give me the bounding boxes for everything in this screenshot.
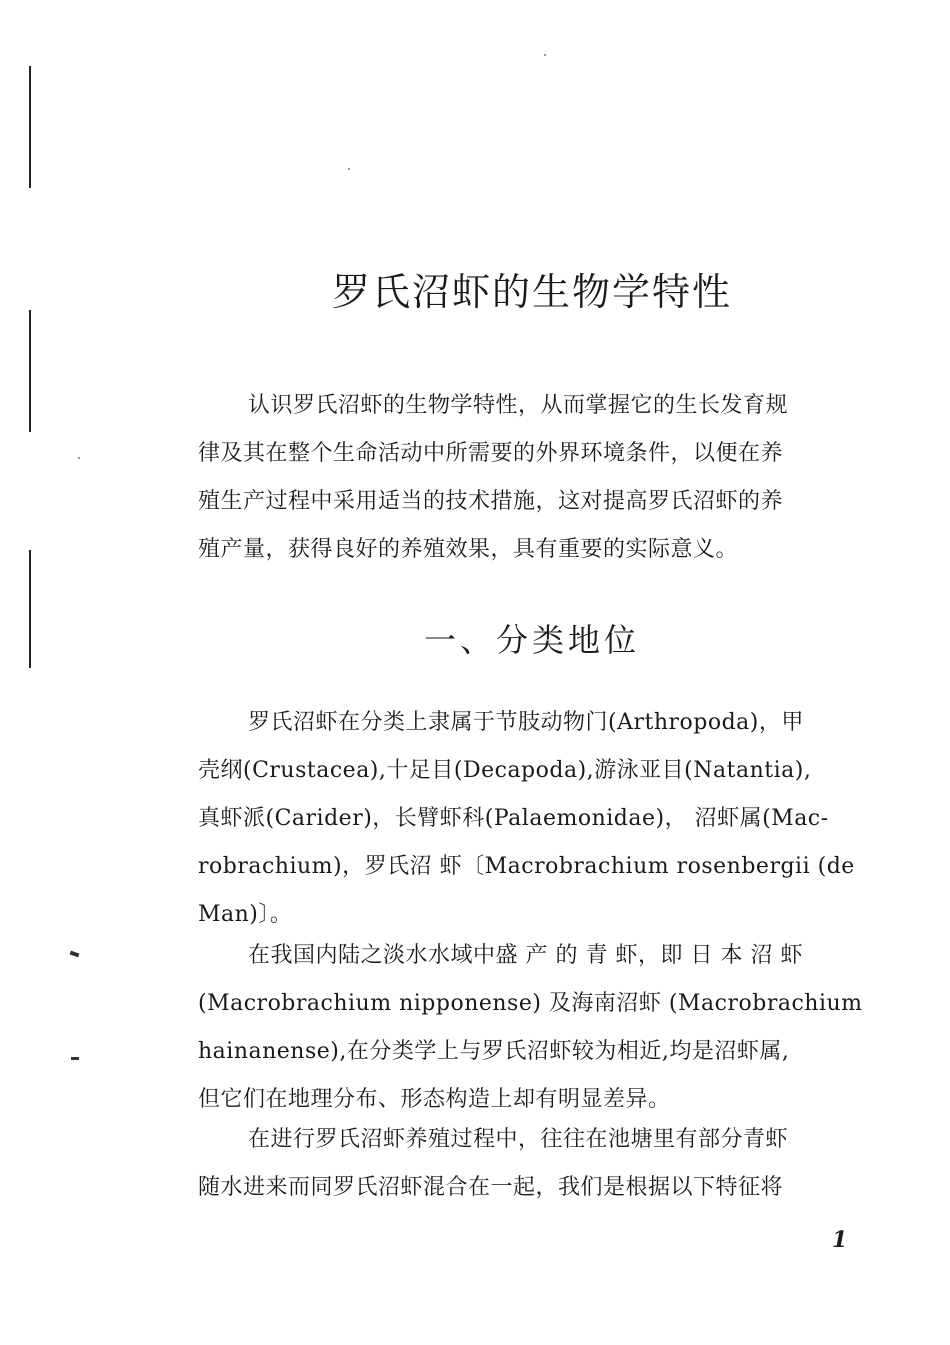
mixing-paragraph xyxy=(198,1116,873,1212)
paragraph-line: (Macrobrachium nipponense) 及海南沼虾 (Macrobrachium xyxy=(198,991,863,1016)
scan-margin-line xyxy=(29,310,31,432)
paragraph-line: robrachium)，罗氏沼 虾〔Macrobrachium rosenbergii (de xyxy=(198,854,855,879)
paragraph-line: 在我国内陆之淡水水域中盛 产 的 青 虾，即 日 本 沼 虾 xyxy=(248,943,803,968)
page-number: 1 xyxy=(832,1227,848,1253)
paragraph-line: 认识罗氏沼虾的生物学特性，从而掌握它的生长发育规 xyxy=(248,393,789,418)
scan-dot xyxy=(348,168,350,170)
scan-dot xyxy=(78,457,80,459)
paragraph-line: 殖产量，获得良好的养殖效果，具有重要的实际意义。 xyxy=(198,537,739,562)
paragraph-line: hainanense),在分类学上与罗氏沼虾较为相近,均是沼虾属, xyxy=(198,1039,790,1064)
intro-paragraph xyxy=(198,382,873,574)
paragraph-line: 殖生产过程中采用适当的技术措施，这对提高罗氏沼虾的养 xyxy=(198,489,784,514)
native-shrimp-paragraph xyxy=(198,932,873,1124)
paragraph-line: 但它们在地理分布、形态构造上却有明显差异。 xyxy=(198,1087,671,1112)
paragraph-line: 随水进来而同罗氏沼虾混合在一起，我们是根据以下特征将 xyxy=(198,1175,784,1200)
chapter-title: 罗氏沼虾的生物学特性 xyxy=(331,270,732,314)
scan-dot xyxy=(544,54,546,56)
scan-speck xyxy=(71,1057,79,1060)
paragraph-line: 在进行罗氏沼虾养殖过程中，往往在池塘里有部分青虾 xyxy=(248,1127,789,1152)
paragraph-line: 律及其在整个生命活动中所需要的外界环境条件，以便在养 xyxy=(198,441,784,466)
section-heading: 一、分类地位 xyxy=(423,621,640,659)
paragraph-line: 真虾派(Carider)，长臂虾科(Palaemonidae)， 沼虾属(Mac- xyxy=(198,806,829,831)
paragraph-line: 罗氏沼虾在分类上隶属于节肢动物门(Arthropoda)，甲 xyxy=(248,710,804,735)
paragraph-line: 壳纲(Crustacea),十足目(Decapoda),游泳亚目(Natantia), xyxy=(198,758,812,783)
scan-speck xyxy=(70,951,80,958)
scan-margin-line xyxy=(29,66,31,188)
paragraph-line: Man)〕。 xyxy=(198,902,293,927)
classification-paragraph xyxy=(198,699,873,939)
